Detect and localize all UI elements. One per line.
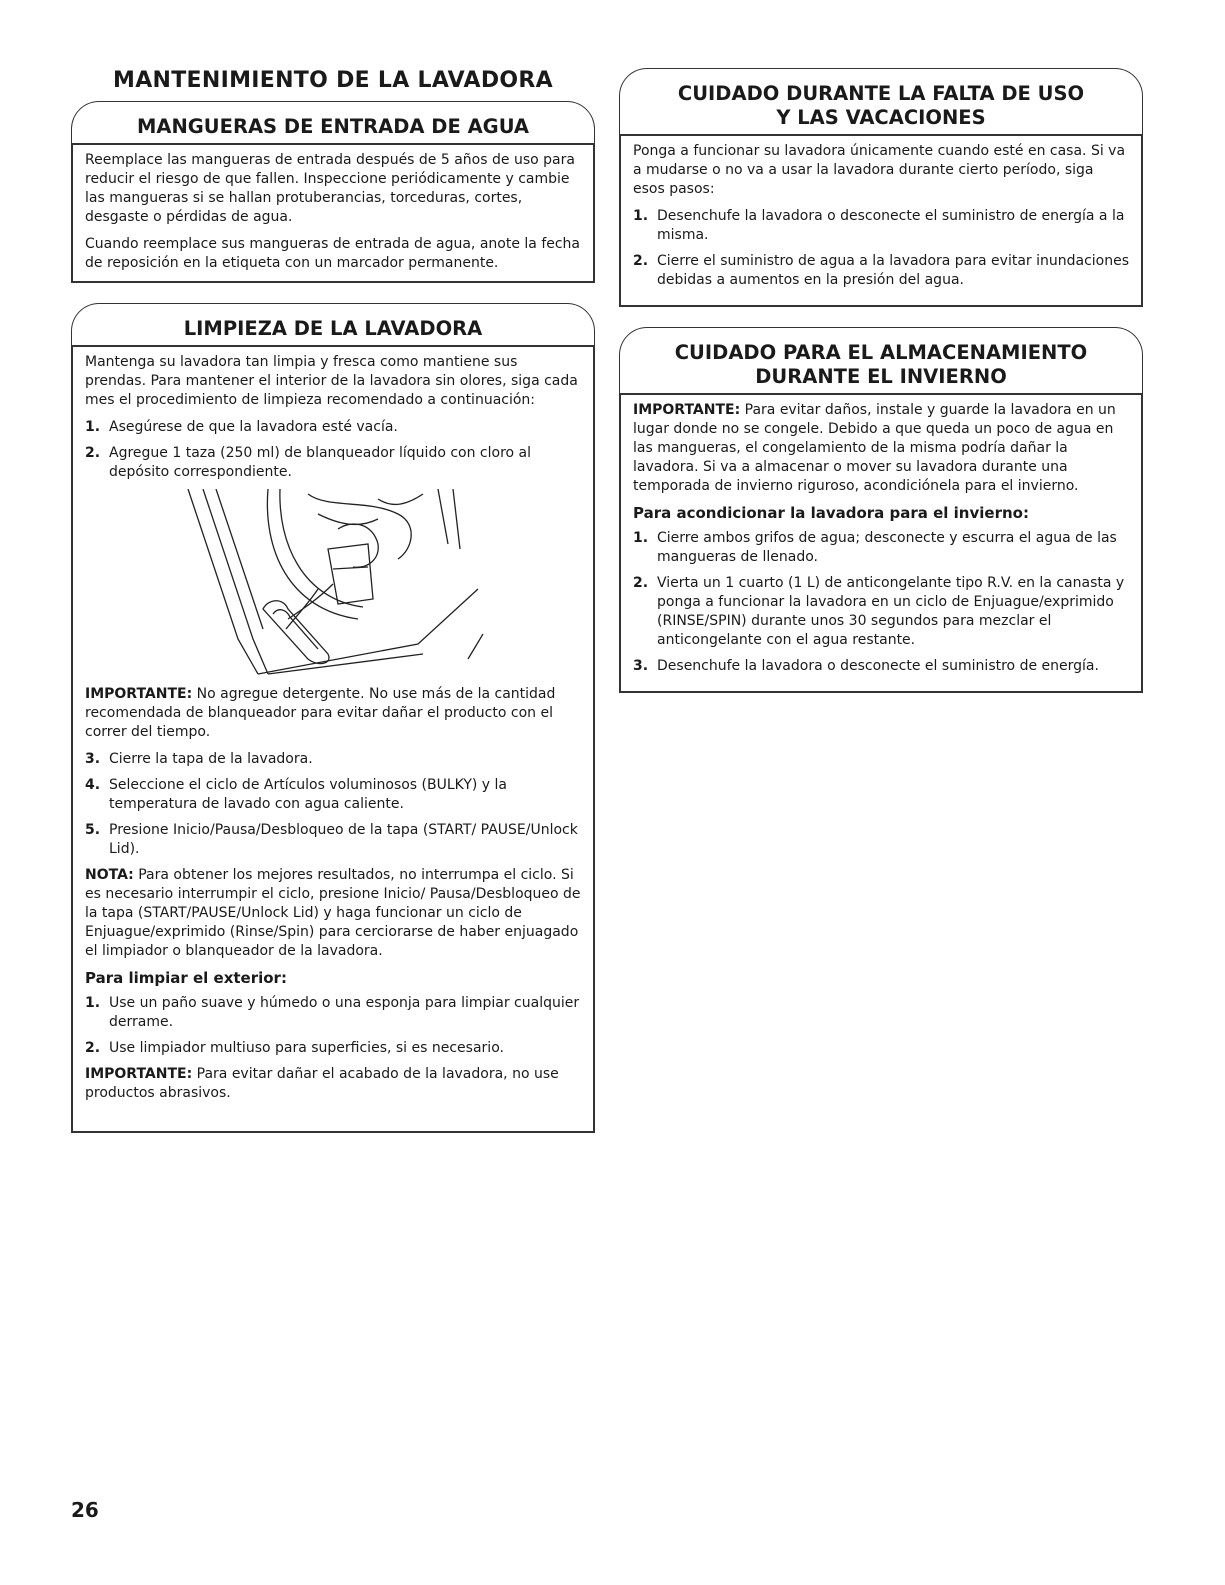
list-text: Use limpiador multiuso para superficies, si es necesario.	[109, 1040, 504, 1056]
list-number: 1.	[633, 530, 649, 546]
winter-section-body	[619, 395, 1143, 693]
list-text: Cierre el suministro de agua a la lavadora para evitar inundaciones debidas a aumentos en la presión del agua.	[657, 253, 1130, 288]
list-number: 3.	[633, 658, 649, 674]
winter-section-title	[619, 327, 1143, 395]
list-item	[633, 252, 1129, 290]
list-item	[633, 207, 1129, 245]
note-label: NOTA:	[85, 867, 134, 883]
list-text: Seleccione el ciclo de Artículos voluminosos (BULKY) y la temperatura de lavado con agua caliente.	[109, 777, 508, 812]
cleaning-important-1	[85, 685, 581, 742]
list-number: 2.	[85, 1040, 101, 1056]
winter-section	[619, 327, 1143, 693]
hoses-section-body	[71, 145, 595, 283]
winterize-subtitle: Para acondicionar la lavadora para el invierno:	[633, 504, 1029, 522]
list-text: Agregue 1 taza (250 ml) de blanqueador líquido con cloro al depósito correspondiente.	[109, 445, 532, 480]
winter-title-line-1: CUIDADO PARA EL ALMACENAMIENTO	[674, 341, 1088, 364]
important-text: Para evitar dañar el acabado de la lavadora, no use productos abrasivos.	[85, 1066, 559, 1101]
cleaning-important-2	[85, 1065, 581, 1103]
important-label: IMPORTANTE:	[85, 686, 193, 702]
bleach-dispenser-illustration	[85, 489, 581, 679]
vacation-section-body	[619, 136, 1143, 307]
left-column	[71, 68, 595, 1153]
cleaning-section-title: LIMPIEZA DE LA LAVADORA	[71, 303, 595, 347]
list-item	[85, 418, 581, 437]
vacation-section-title	[619, 68, 1143, 136]
list-item	[85, 776, 581, 814]
list-item	[85, 1039, 581, 1058]
list-number: 1.	[85, 995, 101, 1011]
page-title: MANTENIMIENTO DE LA LAVADORA	[113, 68, 553, 93]
list-number: 2.	[85, 445, 101, 461]
list-item	[85, 994, 581, 1032]
cleaning-section	[71, 303, 595, 1133]
cleaning-section-body	[71, 347, 595, 1133]
list-text: Presione Inicio/Pausa/Desbloqueo de la tapa (START/ PAUSE/Unlock Lid).	[109, 822, 578, 857]
hoses-section	[71, 101, 595, 283]
cleaning-intro: Mantenga su lavadora tan limpia y fresca como mantiene sus prendas. Para mantener el interior de la lavadora sin olores, siga cada mes el procedimiento de limpieza recomendado a continuación:	[85, 354, 578, 408]
list-item	[85, 821, 581, 859]
important-label: IMPORTANTE:	[85, 1066, 193, 1082]
list-text: Vierta un 1 cuarto (1 L) de anticongelante tipo R.V. en la canasta y ponga a funcionar la lavadora en un ciclo de Enjuague/exprimido (RINSE/SPIN) durante unos 30 segundos para mezclar el anticongelante con el agua restante.	[657, 575, 1125, 648]
note-text: Para obtener los mejores resultados, no interrumpa el ciclo. Si es necesario interrumpir el ciclo, presione Inicio/ Pausa/Desbloqueo de la tapa (START/PAUSE/Unlock Lid) y haga funcionar un ciclo de Enjuague/exprimido (Rinse/Spin) para cerciorarse de haber enjuagado el limpiador o blanqueador de la lavadora.	[85, 867, 581, 959]
list-text: Cierre la tapa de la lavadora.	[109, 751, 313, 767]
vacation-intro: Ponga a funcionar su lavadora únicamente cuando esté en casa. Si va a mudarse o no va a usar la lavadora durante cierto período, siga esos pasos:	[633, 143, 1126, 197]
hoses-section-title: MANGUERAS DE ENTRADA DE AGUA	[71, 101, 595, 145]
list-number: 2.	[633, 253, 649, 269]
list-item	[633, 657, 1129, 676]
vacation-title-line-1: CUIDADO DURANTE LA FALTA DE USO	[677, 82, 1085, 105]
hoses-paragraph-2: Cuando reemplace sus mangueras de entrada de agua, anote la fecha de reposición en la etiqueta con un marcador permanente.	[85, 236, 581, 271]
page-number: 26	[71, 1498, 99, 1522]
list-number: 2.	[633, 575, 649, 591]
list-number: 4.	[85, 777, 101, 793]
vacation-title-line-2: Y LAS VACACIONES	[776, 106, 986, 129]
important-text: Para evitar daños, instale y guarde la lavadora en un lugar donde no se congele. Debido a que queda un poco de agua en las mangueras, el congelamiento de la misma podría dañar la lavadora. Si va a almacenar o mover su lavadora durante una temporada de invierno riguroso, acondiciónela para el invierno.	[633, 402, 1116, 494]
hoses-paragraph-1: Reemplace las mangueras de entrada después de 5 años de uso para reducir el riesgo de que fallen. Inspeccione periódicamente y cambie las mangueras si se hallan protuberancias, torceduras, cortes, desgaste o pérdidas de agua.	[85, 152, 575, 225]
bleach-pour-drawing	[168, 489, 498, 679]
important-label: IMPORTANTE:	[633, 402, 741, 418]
list-text: Asegúrese de que la lavadora esté vacía.	[109, 419, 398, 435]
list-number: 1.	[633, 208, 649, 224]
list-text: Cierre ambos grifos de agua; desconecte y escurra el agua de las mangueras de llenado.	[657, 530, 1117, 565]
cleaning-note	[85, 866, 581, 961]
vacation-section	[619, 68, 1143, 307]
list-item	[85, 444, 581, 482]
list-text: Desenchufe la lavadora o desconecte el suministro de energía.	[657, 658, 1099, 674]
list-text: Desenchufe la lavadora o desconecte el suministro de energía a la misma.	[657, 208, 1125, 243]
winter-title-line-2: DURANTE EL INVIERNO	[755, 365, 1007, 388]
list-item	[633, 574, 1129, 650]
list-item	[85, 750, 581, 769]
list-number: 1.	[85, 419, 101, 435]
list-number: 3.	[85, 751, 101, 767]
right-column	[619, 68, 1143, 713]
list-item	[633, 529, 1129, 567]
important-text: No agregue detergente. No use más de la cantidad recomendada de blanqueador para evitar dañar el producto con el correr del tiempo.	[85, 686, 556, 740]
list-text: Use un paño suave y húmedo o una esponja para limpiar cualquier derrame.	[109, 995, 580, 1030]
list-number: 5.	[85, 822, 101, 838]
exterior-subtitle: Para limpiar el exterior:	[85, 969, 287, 987]
winter-important	[633, 401, 1129, 496]
